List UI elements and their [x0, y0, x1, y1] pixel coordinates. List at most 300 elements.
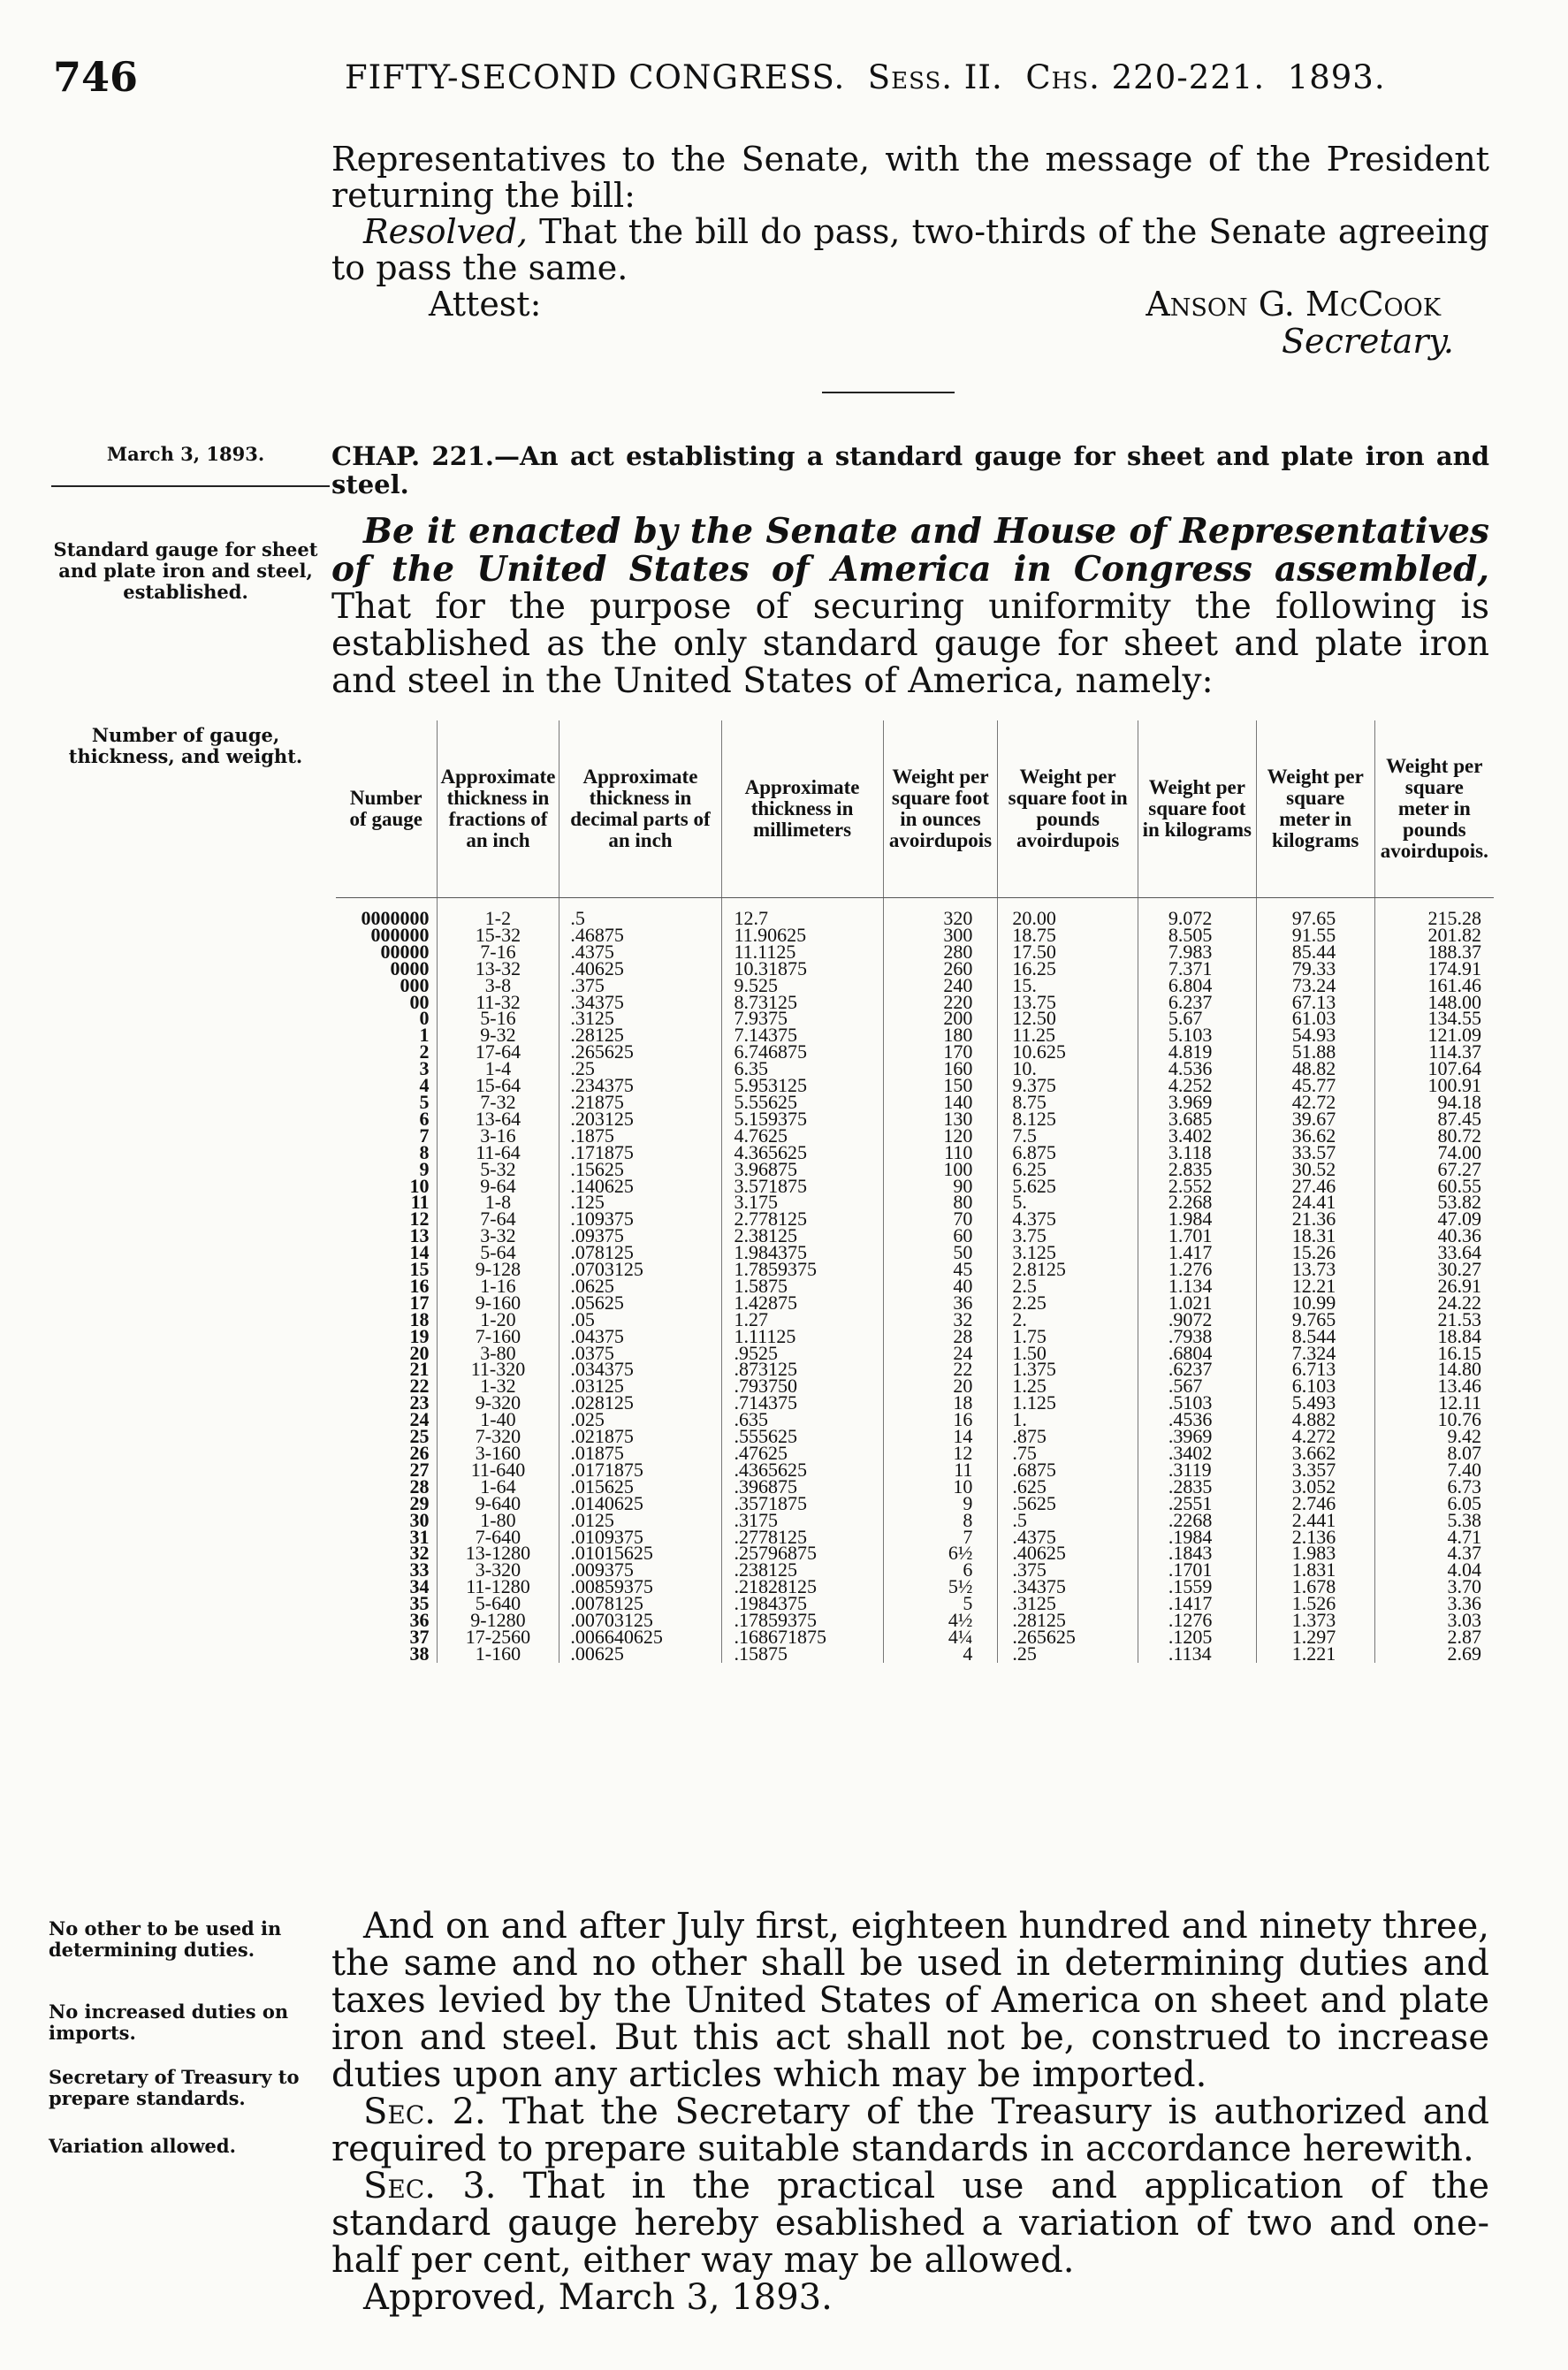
cell-weight-kilograms: 2.552	[1138, 1178, 1256, 1195]
cell-gauge-number: 27	[409, 1458, 430, 1481]
chapter-heading	[331, 442, 1489, 499]
running-title-year: 1893.	[1287, 58, 1386, 96]
cell-weight-ounces: 220	[883, 994, 998, 1011]
cell-weight-kilograms: .6804	[1138, 1345, 1256, 1362]
cell-weight-lbs-per-meter: 3.36	[1374, 1596, 1494, 1612]
cell-weight-ounces: 4	[883, 1646, 998, 1663]
cell-thickness-decimal: .01875	[559, 1445, 721, 1462]
cell-thickness-mm: 12.7	[721, 898, 883, 927]
cell-thickness-decimal: .05	[559, 1312, 721, 1329]
cell-thickness-decimal: .015625	[559, 1479, 721, 1496]
cell-thickness-decimal: .140625	[559, 1178, 721, 1195]
cell-gauge-number: 1	[419, 1024, 430, 1047]
cell-gauge-number: 30	[409, 1508, 430, 1531]
cell-weight-ounces: 12	[883, 1445, 998, 1462]
cell-gauge-number: 00	[409, 990, 430, 1013]
cell-thickness-mm: 1.42875	[721, 1295, 883, 1312]
cell-thickness-mm: 3.96875	[721, 1162, 883, 1178]
cell-thickness-mm: 8.73125	[721, 994, 883, 1011]
cell-thickness-decimal: .46875	[559, 927, 721, 944]
cell-weight-pounds: 8.125	[998, 1111, 1138, 1128]
cell-gauge-number: 0000000	[361, 907, 430, 929]
cell-gauge-number: 6	[419, 1107, 430, 1130]
cell-weight-lbs-per-meter: 6.73	[1374, 1479, 1494, 1496]
resolved-paragraph	[331, 214, 1489, 286]
cell-thickness-decimal: .01015625	[559, 1545, 721, 1562]
chapter-title: —An act establisting a standard gauge for sheet and plate iron and steel.	[331, 441, 1489, 499]
cell-thickness-fraction: 15-64	[437, 1078, 559, 1094]
cell-thickness-decimal: .0703125	[559, 1261, 721, 1278]
cell-weight-ounces: 14	[883, 1429, 998, 1445]
closing-text	[331, 1908, 1489, 2316]
cell-thickness-mm: .47625	[721, 1445, 883, 1462]
cell-thickness-mm: 1.984375	[721, 1245, 883, 1261]
table-row	[336, 898, 1494, 927]
cell-weight-ounces: 8	[883, 1513, 998, 1529]
cell-weight-ounces: 50	[883, 1245, 998, 1261]
cell-thickness-fraction: 9-32	[437, 1027, 559, 1044]
cell-thickness-mm: .714375	[721, 1395, 883, 1412]
cell-thickness-fraction: 7-64	[437, 1211, 559, 1228]
cell-weight-pounds: .625	[998, 1479, 1138, 1496]
margin-note-secretary: Secretary of Treasury to prepare standards.	[49, 2066, 300, 2109]
cell-weight-kg-per-meter: 39.67	[1256, 1111, 1374, 1128]
gauge-table-body	[336, 898, 1494, 1663]
header-thickness-decimal: Approximate thickness in decimal parts of an inch	[559, 720, 721, 898]
cell-thickness-fraction: 7-32	[437, 1094, 559, 1111]
cell-thickness-decimal: .0375	[559, 1345, 721, 1362]
cell-thickness-fraction: 1-160	[437, 1646, 559, 1663]
cell-thickness-mm: .25796875	[721, 1545, 883, 1562]
cell-weight-ounces: 9	[883, 1496, 998, 1513]
cell-weight-pounds: 20.00	[998, 898, 1138, 927]
section-2-text: That the Secretary of the Treasury is authorized and required to prepare suitable standards in accordance herewith.	[331, 2092, 1490, 2169]
cell-gauge-number: 26	[409, 1442, 430, 1464]
cell-weight-kilograms: 2.835	[1138, 1162, 1256, 1178]
margin-note-standard-gauge: Standard gauge for sheet and plate iron and steel, established.	[53, 538, 318, 603]
cell-weight-kilograms: 2.268	[1138, 1194, 1256, 1211]
cell-weight-kg-per-meter: 3.052	[1256, 1479, 1374, 1496]
cell-weight-lbs-per-meter: 12.11	[1374, 1395, 1494, 1412]
cell-gauge-number: 17	[409, 1291, 430, 1314]
cell-thickness-fraction: 1-40	[437, 1412, 559, 1429]
cell-weight-lbs-per-meter: 21.53	[1374, 1312, 1494, 1329]
cell-weight-lbs-per-meter: 94.18	[1374, 1094, 1494, 1111]
cell-weight-pounds: .4375	[998, 1529, 1138, 1546]
cell-gauge-number: 2	[419, 1040, 430, 1063]
cell-gauge-number: 3	[419, 1057, 430, 1080]
signer-title: Secretary.	[1281, 322, 1454, 361]
section-3-label: Sec. 3.	[363, 2166, 497, 2206]
cell-weight-kg-per-meter: 2.746	[1256, 1496, 1374, 1513]
cell-weight-kilograms: 9.072	[1138, 898, 1256, 927]
cell-weight-kilograms: 4.819	[1138, 1044, 1256, 1061]
cell-gauge-number: 19	[409, 1324, 430, 1347]
cell-weight-lbs-per-meter: 114.37	[1374, 1044, 1494, 1061]
cell-thickness-decimal: .0625	[559, 1278, 721, 1295]
cell-weight-pounds: 1.25	[998, 1378, 1138, 1395]
cell-gauge-number: 000	[400, 973, 430, 996]
cell-thickness-fraction: 13-1280	[437, 1545, 559, 1562]
cell-weight-lbs-per-meter: 14.80	[1374, 1361, 1494, 1378]
cell-weight-kg-per-meter: 6.103	[1256, 1378, 1374, 1395]
cell-thickness-fraction: 1-64	[437, 1479, 559, 1496]
cell-weight-kg-per-meter: 4.272	[1256, 1429, 1374, 1445]
cell-thickness-decimal: .05625	[559, 1295, 721, 1312]
cell-weight-pounds: 1.50	[998, 1345, 1138, 1362]
cell-weight-lbs-per-meter: 30.27	[1374, 1261, 1494, 1278]
cell-thickness-fraction: 3-80	[437, 1345, 559, 1362]
header-weight-lbs-per-meter: Weight per square meter in pounds avoirdupois.	[1374, 720, 1494, 898]
cell-weight-pounds: 7.5	[998, 1128, 1138, 1145]
cell-thickness-fraction: 3-32	[437, 1228, 559, 1245]
cell-weight-ounces: 320	[883, 898, 998, 927]
cell-weight-lbs-per-meter: 10.76	[1374, 1412, 1494, 1429]
cell-weight-pounds: 2.8125	[998, 1261, 1138, 1278]
cell-weight-kilograms: 3.969	[1138, 1094, 1256, 1111]
cell-weight-kg-per-meter: 1.983	[1256, 1545, 1374, 1562]
gauge-table	[336, 720, 1494, 1663]
cell-thickness-fraction: 17-64	[437, 1044, 559, 1061]
cell-weight-pounds: 12.50	[998, 1010, 1138, 1027]
cell-gauge-number: 8	[419, 1140, 430, 1163]
cell-weight-pounds: 2.25	[998, 1295, 1138, 1312]
cell-thickness-mm: 10.31875	[721, 961, 883, 978]
cell-weight-kg-per-meter: 1.373	[1256, 1612, 1374, 1629]
cell-weight-pounds: .3125	[998, 1596, 1138, 1612]
cell-weight-kg-per-meter: 1.297	[1256, 1629, 1374, 1646]
cell-gauge-number: 18	[409, 1307, 430, 1330]
cell-thickness-mm: .793750	[721, 1378, 883, 1395]
cell-weight-kg-per-meter: 67.13	[1256, 994, 1374, 1011]
cell-weight-kg-per-meter: 1.831	[1256, 1562, 1374, 1579]
cell-weight-kg-per-meter: 3.357	[1256, 1462, 1374, 1479]
cell-thickness-mm: .168671875	[721, 1629, 883, 1646]
cell-thickness-fraction: 9-640	[437, 1496, 559, 1513]
cell-thickness-decimal: .21875	[559, 1094, 721, 1111]
cell-gauge-number: 9	[419, 1157, 430, 1180]
cell-weight-kilograms: .1134	[1138, 1646, 1256, 1663]
cell-thickness-mm: 1.11125	[721, 1329, 883, 1345]
continuation-paragraph: Representatives to the Senate, with the message of the President returning the bill:	[331, 140, 1489, 215]
cell-thickness-mm: 11.1125	[721, 944, 883, 961]
cell-thickness-fraction: 1-2	[437, 898, 559, 927]
cell-weight-lbs-per-meter: 8.07	[1374, 1445, 1494, 1462]
cell-weight-ounces: 240	[883, 978, 998, 994]
cell-weight-pounds: 3.125	[998, 1245, 1138, 1261]
cell-gauge-number: 37	[409, 1625, 430, 1648]
cell-thickness-decimal: .04375	[559, 1329, 721, 1345]
cell-gauge-number: 34	[409, 1575, 430, 1598]
cell-thickness-decimal: .25	[559, 1061, 721, 1078]
cell-thickness-decimal: .125	[559, 1194, 721, 1211]
resolved-word: Resolved,	[363, 212, 528, 251]
cell-thickness-mm: 5.55625	[721, 1094, 883, 1111]
cell-weight-kg-per-meter: 12.21	[1256, 1278, 1374, 1295]
cell-weight-lbs-per-meter: 161.46	[1374, 978, 1494, 994]
cell-weight-kilograms: .3969	[1138, 1429, 1256, 1445]
cell-weight-kilograms: 1.701	[1138, 1228, 1256, 1245]
cell-weight-lbs-per-meter: 9.42	[1374, 1429, 1494, 1445]
cell-thickness-decimal: .5	[559, 898, 721, 927]
header-row	[336, 720, 1494, 898]
cell-gauge-number: 33	[409, 1558, 430, 1581]
cell-thickness-fraction: 9-1280	[437, 1612, 559, 1629]
cell-weight-kg-per-meter: 18.31	[1256, 1228, 1374, 1245]
cell-thickness-mm: .17859375	[721, 1612, 883, 1629]
cell-thickness-mm: .2778125	[721, 1529, 883, 1546]
cell-thickness-mm: 7.14375	[721, 1027, 883, 1044]
cell-thickness-decimal: .034375	[559, 1361, 721, 1378]
cell-weight-ounces: 11	[883, 1462, 998, 1479]
cell-weight-pounds: .6875	[998, 1462, 1138, 1479]
cell-gauge-number: 13	[409, 1224, 430, 1247]
cell-thickness-decimal: .40625	[559, 961, 721, 978]
cell-weight-kilograms: .7938	[1138, 1329, 1256, 1345]
cell-thickness-fraction: 13-32	[437, 961, 559, 978]
cell-weight-lbs-per-meter: 33.64	[1374, 1245, 1494, 1261]
running-title	[345, 58, 1386, 96]
cell-thickness-decimal: .0078125	[559, 1596, 721, 1612]
cell-weight-kg-per-meter: 15.26	[1256, 1245, 1374, 1261]
gauge-table-header	[336, 720, 1494, 898]
cell-thickness-mm: .396875	[721, 1479, 883, 1496]
running-head	[53, 53, 1515, 106]
cell-weight-lbs-per-meter: 107.64	[1374, 1061, 1494, 1078]
cell-weight-ounces: 80	[883, 1194, 998, 1211]
cell-weight-pounds: 1.125	[998, 1395, 1138, 1412]
cell-weight-kilograms: .9072	[1138, 1312, 1256, 1329]
cell-weight-lbs-per-meter: 3.03	[1374, 1612, 1494, 1629]
cell-thickness-fraction: 1-80	[437, 1513, 559, 1529]
cell-weight-ounces: 60	[883, 1228, 998, 1245]
cell-weight-kg-per-meter: 4.882	[1256, 1412, 1374, 1429]
cell-weight-pounds: 13.75	[998, 994, 1138, 1011]
cell-thickness-decimal: .078125	[559, 1245, 721, 1261]
cell-thickness-fraction: 11-320	[437, 1361, 559, 1378]
cell-thickness-fraction: 1-8	[437, 1194, 559, 1211]
cell-thickness-decimal: .4375	[559, 944, 721, 961]
cell-weight-ounces: 140	[883, 1094, 998, 1111]
cell-thickness-mm: 11.90625	[721, 927, 883, 944]
cell-weight-kg-per-meter: 85.44	[1256, 944, 1374, 961]
cell-gauge-number: 36	[409, 1609, 430, 1632]
cell-weight-pounds: .34375	[998, 1579, 1138, 1596]
cell-weight-kg-per-meter: 42.72	[1256, 1094, 1374, 1111]
cell-weight-kg-per-meter: 10.99	[1256, 1295, 1374, 1312]
cell-weight-pounds: 2.	[998, 1312, 1138, 1329]
cell-weight-kilograms: .1417	[1138, 1596, 1256, 1612]
cell-weight-pounds: .5	[998, 1513, 1138, 1529]
cell-thickness-mm: 5.953125	[721, 1078, 883, 1094]
cell-thickness-fraction: 9-128	[437, 1261, 559, 1278]
header-weight-pounds: Weight per square foot in pounds avoirdupois	[998, 720, 1138, 898]
margin-note-number-of-gauge: Number of gauge, thickness, and weight.	[68, 724, 303, 767]
cell-thickness-mm: .4365625	[721, 1462, 883, 1479]
cell-thickness-decimal: .0140625	[559, 1496, 721, 1513]
cell-weight-pounds: .375	[998, 1562, 1138, 1579]
cell-thickness-decimal: .203125	[559, 1111, 721, 1128]
cell-thickness-fraction: 5-16	[437, 1010, 559, 1027]
cell-weight-kg-per-meter: 7.324	[1256, 1345, 1374, 1362]
cell-gauge-number: 4	[419, 1074, 430, 1097]
cell-thickness-mm: 6.746875	[721, 1044, 883, 1061]
cell-thickness-mm: 1.7859375	[721, 1261, 883, 1278]
cell-weight-ounces: 20	[883, 1378, 998, 1395]
margin-note-variation: Variation allowed.	[49, 2135, 236, 2157]
cell-weight-kilograms: 4.252	[1138, 1078, 1256, 1094]
cell-weight-kilograms: 1.134	[1138, 1278, 1256, 1295]
cell-thickness-fraction: 11-64	[437, 1145, 559, 1162]
cell-gauge-number: 24	[409, 1408, 430, 1431]
cell-weight-lbs-per-meter: 24.22	[1374, 1295, 1494, 1312]
cell-gauge-number: 12	[409, 1208, 430, 1231]
cell-weight-pounds: 6.25	[998, 1162, 1138, 1178]
cell-gauge-number: 21	[409, 1358, 430, 1381]
cell-weight-kilograms: .1701	[1138, 1562, 1256, 1579]
header-thickness-mm: Approximate thickness in millimeters	[721, 720, 883, 898]
cell-weight-kilograms: .1276	[1138, 1612, 1256, 1629]
cell-weight-lbs-per-meter: 174.91	[1374, 961, 1494, 978]
page-number: 746	[53, 53, 139, 101]
cell-weight-pounds: 1.75	[998, 1329, 1138, 1345]
cell-weight-lbs-per-meter: 53.82	[1374, 1194, 1494, 1211]
attest-line	[331, 286, 1489, 324]
cell-weight-kilograms: .3119	[1138, 1462, 1256, 1479]
cell-weight-lbs-per-meter: 215.28	[1374, 898, 1494, 927]
cell-gauge-number: 32	[409, 1542, 430, 1565]
cell-thickness-fraction: 1-32	[437, 1378, 559, 1395]
cell-gauge-number: 16	[409, 1274, 430, 1297]
cell-weight-kilograms: .1205	[1138, 1629, 1256, 1646]
cell-weight-lbs-per-meter: 60.55	[1374, 1178, 1494, 1195]
cell-thickness-fraction: 1-16	[437, 1278, 559, 1295]
cell-weight-ounces: 160	[883, 1061, 998, 1078]
cell-weight-lbs-per-meter: 2.87	[1374, 1629, 1494, 1646]
cell-thickness-fraction: 11-32	[437, 994, 559, 1011]
running-title-session: Sess. II.	[867, 58, 1003, 96]
cell-weight-kg-per-meter: 5.493	[1256, 1395, 1374, 1412]
cell-thickness-decimal: .00625	[559, 1646, 721, 1663]
cell-weight-ounces: 10	[883, 1479, 998, 1496]
cell-gauge-number: 14	[409, 1241, 430, 1264]
cell-thickness-mm: 1.5875	[721, 1278, 883, 1295]
margin-note-no-other: No other to be used in determining duties.	[49, 1917, 282, 1961]
cell-weight-kilograms: 1.984	[1138, 1211, 1256, 1228]
cell-weight-ounces: 6	[883, 1562, 998, 1579]
cell-weight-lbs-per-meter: 6.05	[1374, 1496, 1494, 1513]
cell-weight-ounces: 32	[883, 1312, 998, 1329]
cell-thickness-mm: .15875	[721, 1646, 883, 1663]
section-2	[331, 2093, 1489, 2168]
cell-weight-kilograms: 7.983	[1138, 944, 1256, 961]
cell-thickness-decimal: .375	[559, 978, 721, 994]
gauge-table-wrapper	[336, 720, 1494, 1663]
cell-thickness-decimal: .009375	[559, 1562, 721, 1579]
enacting-clause-text: That for the purpose of securing uniformity the following is established as the only standard gauge for sheet and plate iron and steel in the United States of America, namely:	[331, 587, 1489, 701]
cell-thickness-decimal: .006640625	[559, 1629, 721, 1646]
cell-weight-kg-per-meter: 27.46	[1256, 1178, 1374, 1195]
cell-weight-pounds: 3.75	[998, 1228, 1138, 1245]
cell-weight-pounds: 15.	[998, 978, 1138, 994]
cell-thickness-mm: .3175	[721, 1513, 883, 1529]
cell-weight-lbs-per-meter: 188.37	[1374, 944, 1494, 961]
cell-weight-lbs-per-meter: 74.00	[1374, 1145, 1494, 1162]
cell-weight-pounds: .40625	[998, 1545, 1138, 1562]
enacting-clause	[331, 513, 1489, 700]
cell-weight-pounds: 5.	[998, 1194, 1138, 1211]
cell-weight-kilograms: .1843	[1138, 1545, 1256, 1562]
cell-thickness-mm: .635	[721, 1412, 883, 1429]
cell-weight-lbs-per-meter: 80.72	[1374, 1128, 1494, 1145]
cell-weight-pounds: 1.	[998, 1412, 1138, 1429]
cell-thickness-decimal: .0125	[559, 1513, 721, 1529]
cell-thickness-fraction: 17-2560	[437, 1629, 559, 1646]
cell-thickness-fraction: 13-64	[437, 1111, 559, 1128]
cell-weight-lbs-per-meter: 87.45	[1374, 1111, 1494, 1128]
cell-weight-kg-per-meter: 51.88	[1256, 1044, 1374, 1061]
cell-thickness-fraction: 3-16	[437, 1128, 559, 1145]
cell-weight-kg-per-meter: 73.24	[1256, 978, 1374, 994]
cell-weight-lbs-per-meter: 16.15	[1374, 1345, 1494, 1362]
cell-weight-kilograms: .2551	[1138, 1496, 1256, 1513]
cell-weight-kg-per-meter: 1.526	[1256, 1596, 1374, 1612]
cell-weight-pounds: .28125	[998, 1612, 1138, 1629]
closing-paragraph: And on and after July first, eighteen hundred and ninety three, the same and no other shall be used in determining duties and taxes levied by the United States of America on sheet and plate iron and steel. But this act shall not be, construed to increase duties upon any articles which may be imported.	[331, 1906, 1489, 2095]
cell-thickness-fraction: 9-64	[437, 1178, 559, 1195]
cell-weight-ounces: 300	[883, 927, 998, 944]
previous-chapter-ending	[331, 141, 1489, 360]
cell-weight-lbs-per-meter: 18.84	[1374, 1329, 1494, 1345]
cell-thickness-decimal: .025	[559, 1412, 721, 1429]
cell-weight-kilograms: 6.804	[1138, 978, 1256, 994]
cell-thickness-mm: 5.159375	[721, 1111, 883, 1128]
cell-weight-pounds: .5625	[998, 1496, 1138, 1513]
header-weight-kilograms: Weight per square foot in kilograms	[1138, 720, 1256, 898]
header-thickness-fraction: Approximate thickness in fractions of an inch	[437, 720, 559, 898]
cell-weight-kilograms: 5.67	[1138, 1010, 1256, 1027]
cell-weight-ounces: 4½	[883, 1612, 998, 1629]
section-2-label: Sec. 2.	[363, 2092, 486, 2132]
cell-weight-ounces: 90	[883, 1178, 998, 1195]
cell-thickness-decimal: .00703125	[559, 1612, 721, 1629]
cell-thickness-fraction: 1-4	[437, 1061, 559, 1078]
cell-weight-lbs-per-meter: 201.82	[1374, 927, 1494, 944]
cell-thickness-mm: .3571875	[721, 1496, 883, 1513]
cell-weight-kilograms: .2835	[1138, 1479, 1256, 1496]
cell-thickness-mm: 9.525	[721, 978, 883, 994]
cell-thickness-mm: 2.38125	[721, 1228, 883, 1245]
cell-weight-pounds: 17.50	[998, 944, 1138, 961]
cell-gauge-number: 7	[419, 1124, 430, 1147]
cell-weight-lbs-per-meter: 4.71	[1374, 1529, 1494, 1546]
signer-name: Anson G. McCook	[1146, 285, 1441, 324]
cell-thickness-mm: 6.35	[721, 1061, 883, 1078]
cell-weight-kilograms: .567	[1138, 1378, 1256, 1395]
cell-weight-ounces: 180	[883, 1027, 998, 1044]
cell-thickness-decimal: .171875	[559, 1145, 721, 1162]
cell-weight-kilograms: 3.118	[1138, 1145, 1256, 1162]
cell-weight-ounces: 5	[883, 1596, 998, 1612]
cell-weight-lbs-per-meter: 26.91	[1374, 1278, 1494, 1295]
cell-weight-ounces: 24	[883, 1345, 998, 1362]
cell-weight-kilograms: 1.276	[1138, 1261, 1256, 1278]
cell-weight-kg-per-meter: 1.221	[1256, 1646, 1374, 1663]
cell-thickness-fraction: 3-8	[437, 978, 559, 994]
margin-note-no-increased: No increased duties on imports.	[49, 2000, 289, 2044]
cell-weight-kg-per-meter: 8.544	[1256, 1329, 1374, 1345]
cell-weight-kg-per-meter: 54.93	[1256, 1027, 1374, 1044]
